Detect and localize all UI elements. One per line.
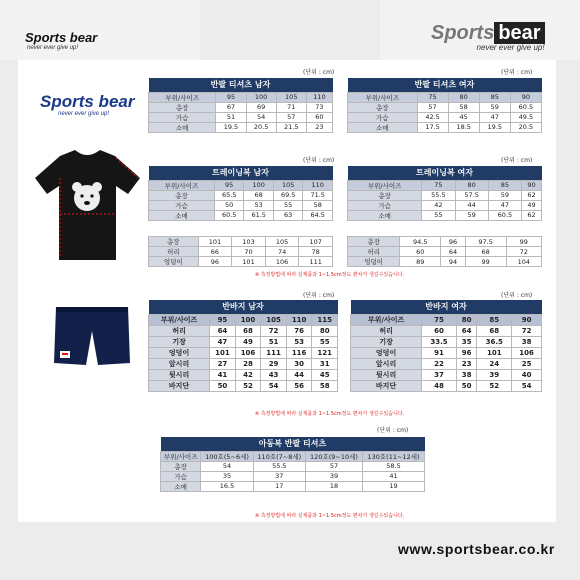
unit-label: (단위 : cm) xyxy=(303,157,335,164)
table-row: 소매 55 59 60.5 62 xyxy=(348,210,542,220)
table-header-cell: 105 xyxy=(261,314,287,325)
table-row: 가슴 35 37 39 41 xyxy=(161,471,425,481)
table-title: 트레이닝복 여자 xyxy=(348,166,542,180)
table-row: 총장 54 55.5 57 58.5 xyxy=(161,461,425,471)
table-header-cell: 부위/사이즈 xyxy=(161,451,201,461)
brand-logo-small: Sports bear never ever give up! xyxy=(25,30,98,51)
table-row: 총장 55.5 57.5 59 62 xyxy=(348,190,542,200)
table-header-cell: 115 xyxy=(312,314,338,325)
table-header-cell: 75 xyxy=(417,92,448,102)
table-row: 가슴 42.5 45 47 49.5 xyxy=(348,112,542,122)
kids-tee-size-table xyxy=(160,437,425,492)
women-tee-size-table xyxy=(347,78,542,133)
table-header-cell: 90 xyxy=(512,314,542,325)
table-row: 엉덩이 101 106 111 116 121 xyxy=(149,347,338,358)
men-tee-size-table xyxy=(148,78,333,133)
table-header-cell: 부위/사이즈 xyxy=(348,180,422,190)
men-shorts-size-table xyxy=(148,300,338,392)
women-shorts-size-table xyxy=(350,300,542,392)
table-header-cell: 120호(9~10세) xyxy=(305,451,362,461)
men-training-pants-table xyxy=(148,236,333,267)
unit-label: (단위 : cm) xyxy=(501,157,533,164)
unit-label: (단위 : cm) xyxy=(303,292,335,299)
table-header-cell: 100 xyxy=(235,314,261,325)
table-row: 가슴 51 54 57 60 xyxy=(149,112,333,122)
men-training-size-table xyxy=(148,166,333,221)
table-header-cell: 100호(5~6세) xyxy=(201,451,253,461)
table-row: 총장 94.5 96 97.5 99 xyxy=(348,237,542,247)
table-row: 총장 101 103 105 107 xyxy=(149,237,333,247)
table-title: 반바지 여자 xyxy=(351,300,542,314)
unit-label: (단위 : cm) xyxy=(501,292,533,299)
table-row: 앞시리 22 23 24 25 xyxy=(351,358,542,369)
table-header-cell: 100 xyxy=(246,92,276,102)
tshirt-illustration xyxy=(30,148,145,268)
brand-logo-large: Sports bear never ever give up! xyxy=(431,22,545,52)
women-training-pants-table xyxy=(347,236,542,267)
table-row: 바지단 48 50 52 54 xyxy=(351,380,542,391)
table-header-cell: 95 xyxy=(210,314,236,325)
table-header-cell: 105 xyxy=(276,92,306,102)
table-header-cell: 80 xyxy=(448,92,479,102)
table-header-cell: 95 xyxy=(216,92,246,102)
measurement-note: ※ 측정방법에 따라 실제품과 1~1.5cm정도 편차가 생길수있습니다. xyxy=(255,513,405,519)
table-header-cell: 부위/사이즈 xyxy=(351,314,422,325)
table-row: 엉덩이 89 94 99 104 xyxy=(348,257,542,267)
table-title: 반바지 남자 xyxy=(149,300,338,314)
table-header-cell: 90 xyxy=(510,92,541,102)
panel-brand-logo: Sports bear never ever give up! xyxy=(40,92,135,117)
unit-label: (단위 : cm) xyxy=(303,69,335,76)
unit-label: (단위 : cm) xyxy=(501,69,533,76)
table-header-cell: 130호(11~12세) xyxy=(363,451,425,461)
table-header-cell: 80 xyxy=(456,314,476,325)
table-header-cell: 110호(7~8세) xyxy=(253,451,305,461)
table-row: 총장 67 69 71 73 xyxy=(149,102,333,112)
table-header-cell: 85 xyxy=(477,314,512,325)
table-header-cell: 105 xyxy=(273,180,303,190)
table-row: 엉덩이 96 101 106 111 xyxy=(149,257,333,267)
table-row: 뒷시리 37 38 39 40 xyxy=(351,369,542,380)
table-header-cell: 부위/사이즈 xyxy=(149,92,216,102)
table-header-cell: 부위/사이즈 xyxy=(149,314,210,325)
table-row: 소매 16.5 17 18 19 xyxy=(161,481,425,491)
table-row: 허리 64 68 72 76 80 xyxy=(149,325,338,336)
table-row: 가슴 50 53 55 58 xyxy=(149,200,333,210)
table-title: 아동복 반팔 티셔츠 xyxy=(161,437,425,451)
table-row: 앞시리 27 28 29 30 31 xyxy=(149,358,338,369)
table-row: 바지단 50 52 54 56 58 xyxy=(149,380,338,391)
table-header-cell: 110 xyxy=(306,92,332,102)
table-header-cell: 110 xyxy=(286,314,312,325)
table-header-cell: 90 xyxy=(522,180,542,190)
table-header-cell: 80 xyxy=(455,180,488,190)
table-header-cell: 부위/사이즈 xyxy=(348,92,418,102)
website-url: www.sportsbear.co.kr xyxy=(398,541,555,557)
table-header-cell: 85 xyxy=(488,180,521,190)
women-training-size-table xyxy=(347,166,542,221)
table-row: 가슴 42 44 47 49 xyxy=(348,200,542,210)
table-row: 기장 33.5 35 36.5 38 xyxy=(351,336,542,347)
table-header-cell: 110 xyxy=(303,180,333,190)
table-row: 허리 60 64 68 72 xyxy=(351,325,542,336)
table-title: 반팔 티셔츠 남자 xyxy=(149,78,333,92)
table-row: 허리 66 70 74 78 xyxy=(149,247,333,257)
table-row: 소매 60.5 61.5 63 64.5 xyxy=(149,210,333,220)
table-row: 소매 19.5 20.5 21.5 23 xyxy=(149,122,333,132)
table-header-cell: 부위/사이즈 xyxy=(149,180,215,190)
table-row: 기장 47 49 51 53 55 xyxy=(149,336,338,347)
table-row: 총장 65.5 68 69.5 71.5 xyxy=(149,190,333,200)
table-row: 뒷시리 41 42 43 44 45 xyxy=(149,369,338,380)
table-row: 총장 57 58 59 60.5 xyxy=(348,102,542,112)
table-header-cell: 85 xyxy=(479,92,510,102)
shorts-illustration xyxy=(52,305,132,370)
unit-label: (단위 : cm) xyxy=(377,427,409,434)
table-header-cell: 100 xyxy=(244,180,274,190)
table-title: 트레이닝복 남자 xyxy=(149,166,333,180)
table-row: 엉덩이 91 96 101 106 xyxy=(351,347,542,358)
measurement-note: ※ 측정방법에 따라 실제품과 1~1.5cm정도 편차가 생길수있습니다. xyxy=(255,411,405,417)
table-row: 소매 17.5 18.5 19.5 20.5 xyxy=(348,122,542,132)
table-header-cell: 95 xyxy=(214,180,244,190)
table-title: 반팔 티셔츠 여자 xyxy=(348,78,542,92)
table-header-cell: 75 xyxy=(422,180,455,190)
measurement-note: ※ 측정방법에 따라 실제품과 1~1.5cm정도 편차가 생길수있습니다. xyxy=(255,272,405,278)
table-row: 허리 60 64 68 72 xyxy=(348,247,542,257)
table-header-cell: 75 xyxy=(422,314,457,325)
